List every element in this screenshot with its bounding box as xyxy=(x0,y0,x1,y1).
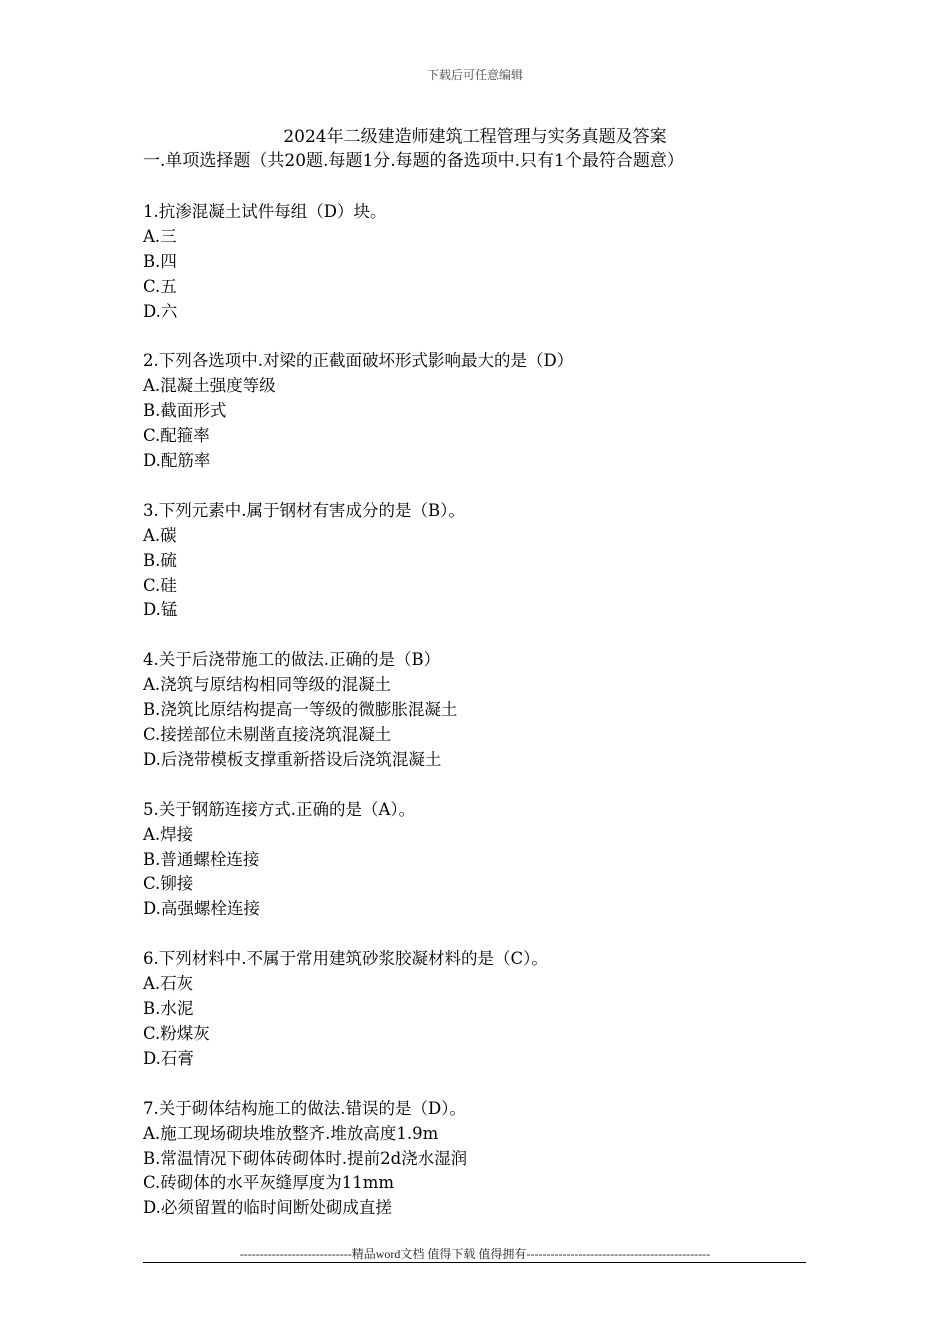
option-d: D.高强螺栓连接 xyxy=(143,899,260,919)
question-list xyxy=(143,200,843,1246)
option-b: B.截面形式 xyxy=(143,401,227,421)
option-a: A.混凝土强度等级 xyxy=(143,376,276,396)
option-b: B.常温情况下砌体砖砌体时.提前2d浇水湿润 xyxy=(143,1148,468,1168)
option-c: C.粉煤灰 xyxy=(143,1023,210,1043)
question-1 xyxy=(143,200,843,324)
question-4 xyxy=(143,648,843,772)
option-a: A.施工现场砌块堆放整齐.堆放高度1.9m xyxy=(143,1123,439,1143)
option-d: D.必须留置的临时间断处砌成直搓 xyxy=(143,1198,392,1218)
option-c: C.硅 xyxy=(143,575,177,595)
option-a: A.碳 xyxy=(143,525,177,545)
option-b: B.四 xyxy=(143,251,177,271)
question-7 xyxy=(143,1097,843,1221)
option-d: D.六 xyxy=(143,301,178,321)
question-stem: 5.关于钢筋连接方式.正确的是（A）。 xyxy=(143,799,416,819)
document-title: 2024年二级建造师建筑工程管理与实务真题及答案 xyxy=(283,127,667,147)
option-c: C.铆接 xyxy=(143,874,194,894)
option-b: B.水泥 xyxy=(143,999,194,1019)
option-b: B.硫 xyxy=(143,550,177,570)
question-stem: 4.关于后浇带施工的做法.正确的是（B） xyxy=(143,650,441,670)
option-a: A.三 xyxy=(143,226,177,246)
question-5 xyxy=(143,798,843,922)
option-c: C.五 xyxy=(143,276,177,296)
option-b: B.浇筑比原结构提高一等级的微膨胀混凝土 xyxy=(143,700,458,720)
question-3 xyxy=(143,499,843,623)
question-stem: 6.下列材料中.不属于常用建筑砂浆胶凝材料的是（C）。 xyxy=(143,949,548,969)
option-a: A.焊接 xyxy=(143,824,194,844)
option-c: C.接搓部位未剔凿直接浇筑混凝土 xyxy=(143,725,392,745)
question-stem: 3.下列元素中.属于钢材有害成分的是（B）。 xyxy=(143,500,465,520)
page-footer: ----------------------------精品word文档 值得下载 值得拥有---------------------------------------------- xyxy=(239,1247,711,1261)
option-d: D.锰 xyxy=(143,600,178,620)
question-2 xyxy=(143,349,843,473)
footer-divider xyxy=(143,1262,806,1263)
option-a: A.石灰 xyxy=(143,974,194,994)
option-b: B.普通螺栓连接 xyxy=(143,849,260,869)
option-c: C.砖砌体的水平灰缝厚度为11mm xyxy=(143,1173,395,1193)
option-d: D.石膏 xyxy=(143,1048,194,1068)
option-c: C.配箍率 xyxy=(143,426,210,446)
page-header-note: 下载后可任意编辑 xyxy=(426,68,523,82)
option-d: D.后浇带模板支撑重新搭设后浇筑混凝土 xyxy=(143,749,442,769)
question-stem: 7.关于砌体结构施工的做法.错误的是（D）。 xyxy=(143,1098,466,1118)
option-a: A.浇筑与原结构相同等级的混凝土 xyxy=(143,675,392,695)
question-6 xyxy=(143,947,843,1071)
option-d: D.配筋率 xyxy=(143,451,211,471)
section-heading: 一.单项选择题（共20题.每题1分.每题的备选项中.只有1个最符合题意） xyxy=(143,151,684,171)
question-stem: 1.抗渗混凝土试件每组（D）块。 xyxy=(143,202,387,221)
question-stem: 2.下列各选项中.对梁的正截面破坏形式影响最大的是（D） xyxy=(143,351,574,371)
